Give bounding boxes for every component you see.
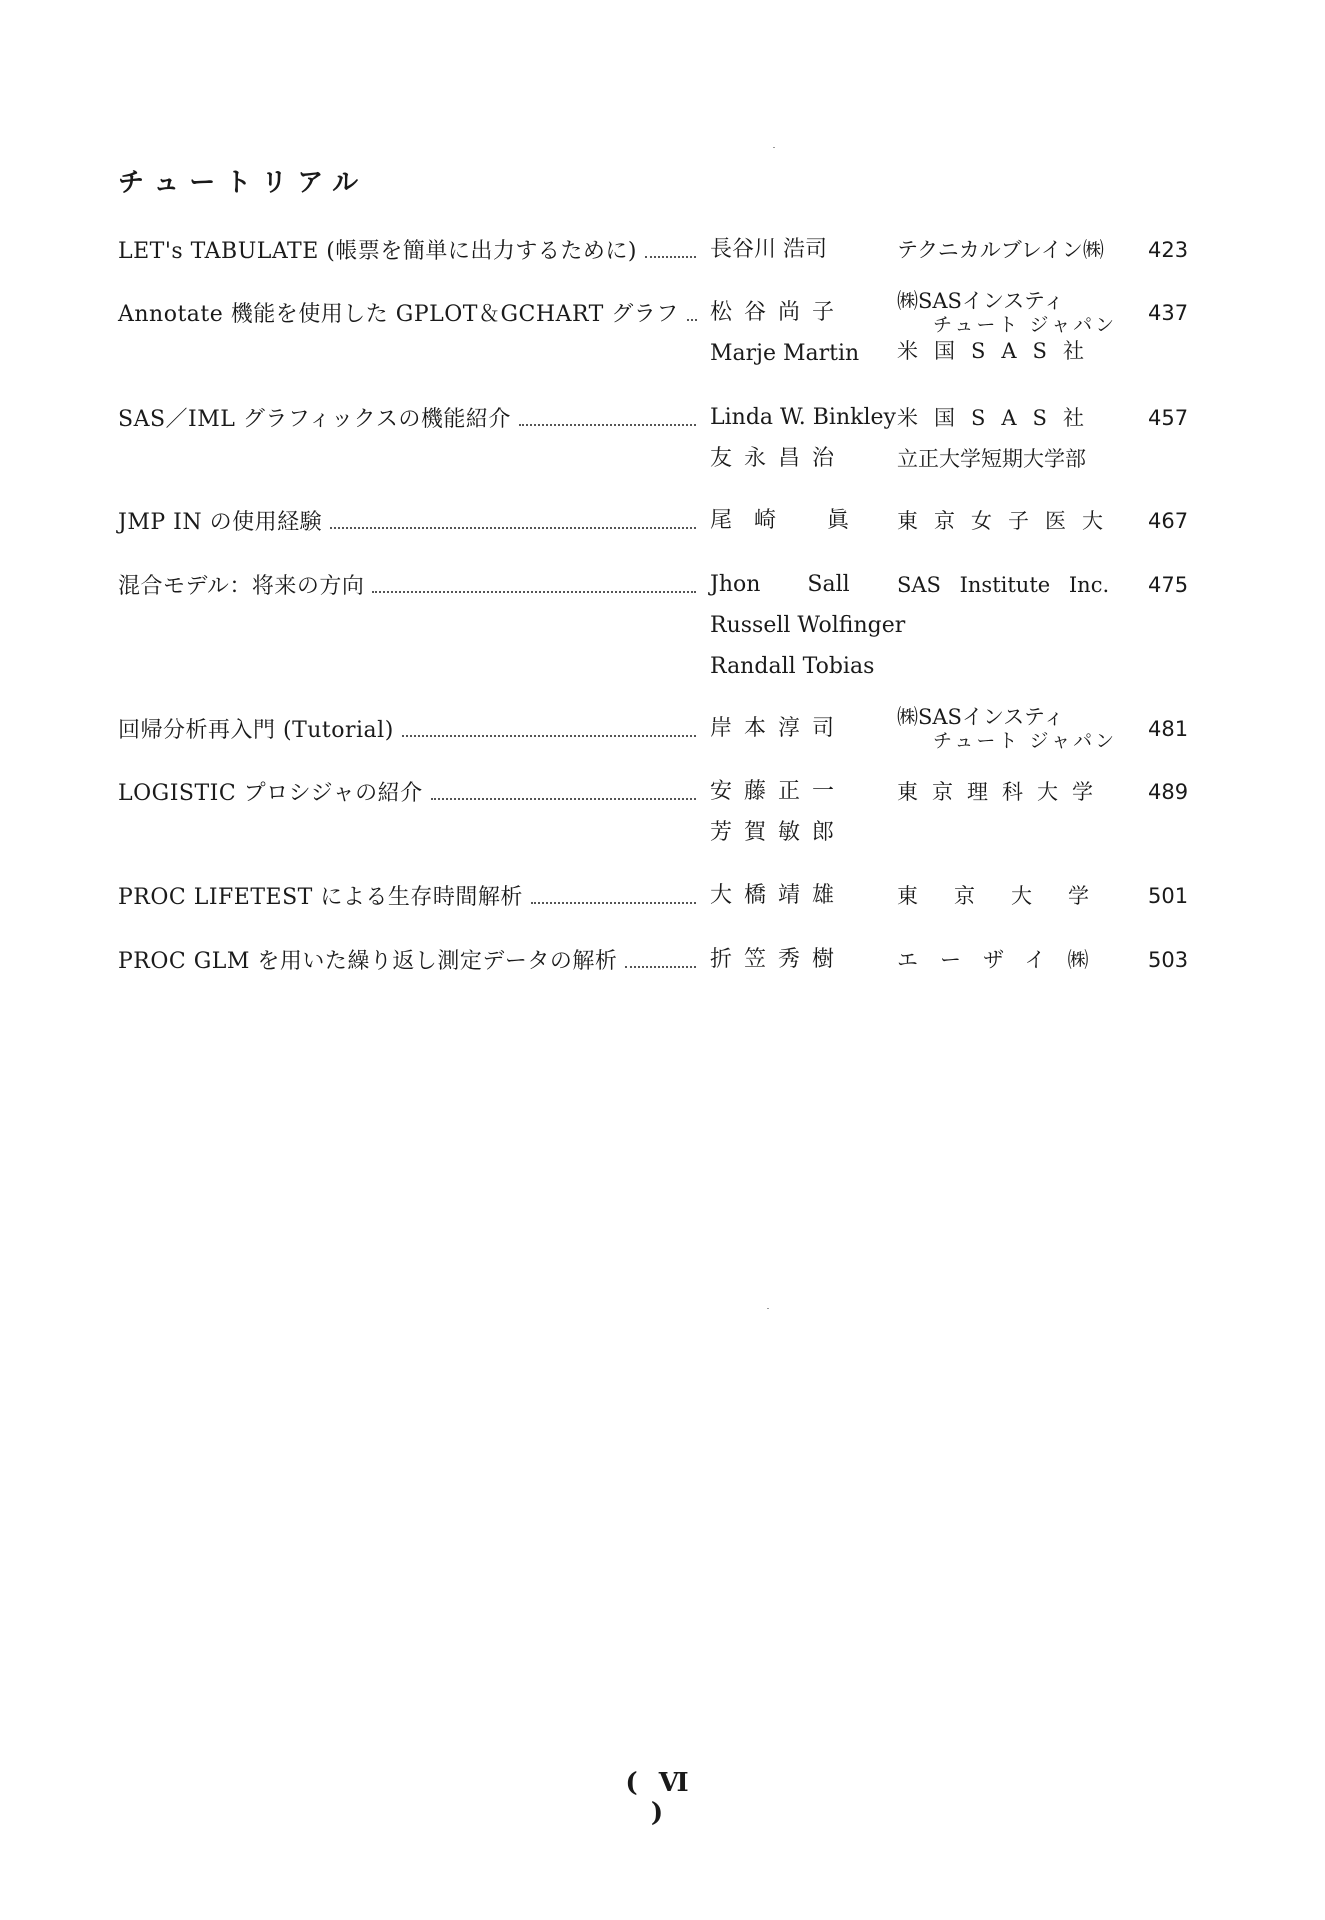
toc-author: 友永昌治 <box>710 446 847 471</box>
toc-authors <box>710 777 890 859</box>
toc-title-line <box>118 945 700 975</box>
toc-author: Marje Martin <box>710 341 860 366</box>
dot-leader <box>372 590 696 593</box>
toc-affiliation <box>897 704 1118 752</box>
toc-authors <box>710 403 896 485</box>
toc-author: 折笠秀樹 <box>710 947 847 972</box>
dot-leader <box>402 734 696 737</box>
toc-title: JMP IN の使用経験 <box>118 510 323 535</box>
toc-author: 尾崎 眞 <box>710 508 871 533</box>
toc-author: 松谷尚子 <box>710 300 847 325</box>
toc-title: SAS／IML グラフィックスの機能紹介 <box>118 407 511 432</box>
toc-author: 大橋靖雄 <box>710 883 847 908</box>
affiliation-line: チュート ジャパン <box>933 730 1118 752</box>
toc-title-line <box>118 403 700 433</box>
toc-title-line <box>118 298 700 328</box>
affiliation-line: 米国SAS社 <box>897 339 1100 363</box>
toc-author: Randall Tobias <box>710 654 875 679</box>
toc-title: LOGISTIC プロシジャの紹介 <box>118 781 423 806</box>
affiliation-line: ㈱SASインスティ <box>897 289 1065 313</box>
toc-page-number: 457 <box>1148 406 1189 430</box>
toc-title-line <box>118 570 700 600</box>
toc-affiliation <box>897 235 1102 276</box>
affiliation-line: テクニカルブレイン㈱ <box>897 238 1104 262</box>
toc-author: 長谷川 浩司 <box>710 237 827 262</box>
toc-page-number: 467 <box>1148 509 1189 533</box>
toc-page-number: 503 <box>1148 948 1189 972</box>
toc-affiliation <box>897 403 1102 485</box>
toc-title: Annotate 機能を使用した GPLOT＆GCHART グラフ <box>118 302 679 327</box>
toc-page-number: 489 <box>1148 780 1189 804</box>
toc-title-line <box>118 235 700 265</box>
toc-author: 安藤正一 <box>710 779 847 804</box>
toc-title-line <box>118 506 700 536</box>
dot-leader <box>687 318 697 321</box>
dot-leader <box>330 526 696 529</box>
toc-page-number: 501 <box>1148 884 1189 908</box>
scan-speck <box>773 147 775 148</box>
toc-title: 混合モデル：将来の方向 <box>118 574 365 599</box>
toc-authors <box>710 235 890 276</box>
toc-author: Russell Wolfinger <box>710 613 906 638</box>
toc-title: 回帰分析再入門 (Tutorial) <box>118 718 394 743</box>
affiliation-line: 東京理科大学 <box>897 780 1107 804</box>
section-heading: チュートリアル <box>118 168 369 198</box>
toc-title: LET's TABULATE (帳票を簡単に出力するために) <box>118 239 637 264</box>
toc-authors <box>710 570 906 693</box>
scan-speck <box>767 1308 769 1309</box>
toc-authors <box>710 881 890 922</box>
toc-author: 岸本淳司 <box>710 716 847 741</box>
affiliation-line: SAS Institute Inc. <box>897 573 1110 597</box>
dot-leader <box>531 901 696 904</box>
toc-title: PROC LIFETEST による生存時間解析 <box>118 885 523 910</box>
toc-authors <box>710 506 890 547</box>
toc-page-number: 475 <box>1148 573 1189 597</box>
toc-author: 芳賀敏郎 <box>710 820 847 845</box>
toc-affiliation <box>897 288 1118 377</box>
dot-leader <box>645 255 696 258</box>
toc-affiliation <box>897 777 1107 818</box>
toc-title-line <box>118 777 700 807</box>
toc-affiliation <box>897 570 1110 611</box>
toc-affiliation <box>897 945 1111 986</box>
toc-authors <box>710 298 890 380</box>
dot-leader <box>625 965 696 968</box>
toc-title-line <box>118 714 700 744</box>
toc-page-number: 481 <box>1148 717 1189 741</box>
affiliation-line: 東京女子医大 <box>897 509 1119 533</box>
dot-leader <box>431 797 696 800</box>
dot-leader <box>519 423 696 426</box>
toc-author: Jhon Sall <box>710 572 850 597</box>
affiliation-line: チュート ジャパン <box>933 314 1118 336</box>
toc-title: PROC GLM を用いた繰り返し測定データの解析 <box>118 949 618 974</box>
toc-author: Linda W. Binkley <box>710 405 896 430</box>
toc-authors <box>710 714 890 755</box>
toc-title-line <box>118 881 700 911</box>
toc-page-number: 437 <box>1148 301 1189 325</box>
toc-page-number: 423 <box>1148 238 1189 262</box>
affiliation-line: 米国SAS社 <box>897 406 1100 430</box>
toc-authors <box>710 945 890 986</box>
affiliation-line: 東京大学 <box>897 884 1125 908</box>
affiliation-line: エーザイ㈱ <box>897 948 1111 972</box>
page-footer-number: ( Ⅵ ) <box>625 1768 695 1828</box>
toc-affiliation <box>897 506 1119 547</box>
toc-affiliation <box>897 881 1125 922</box>
affiliation-line: ㈱SASインスティ <box>897 705 1065 729</box>
affiliation-line: 立正大学短期大学部 <box>897 447 1086 471</box>
